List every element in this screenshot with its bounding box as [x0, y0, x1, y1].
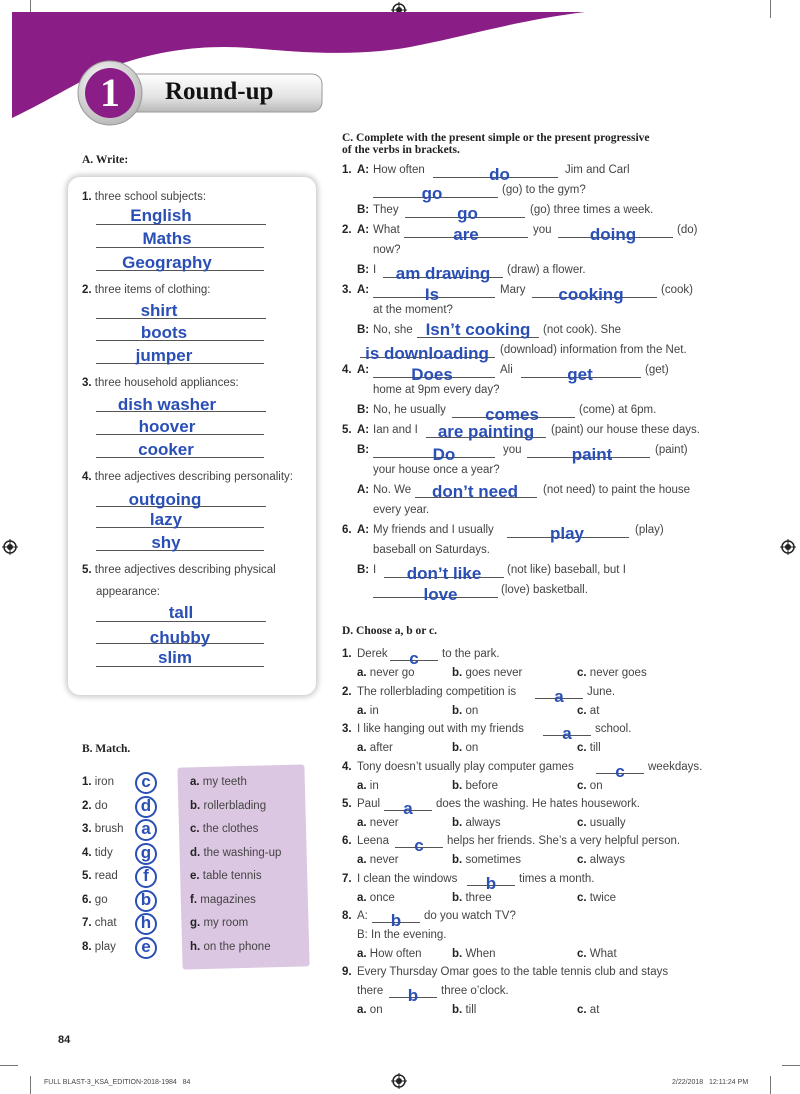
match-option: e. table tennis	[190, 870, 262, 882]
answer-text: don’t need	[432, 482, 518, 501]
speaker-label: B:	[357, 324, 370, 336]
speaker-label: A:	[357, 164, 370, 176]
answer-text: hoover	[138, 417, 196, 436]
prompt: 2. three items of clothing:	[82, 284, 211, 296]
speaker-label: B:	[357, 404, 370, 416]
crop-mark	[30, 1076, 31, 1094]
answer-text: tall	[168, 603, 194, 622]
exercise-text: (play)	[635, 524, 664, 536]
question-text: Every Thursday Omar goes to the table tennis club and stays	[357, 966, 669, 978]
question-text: do you watch TV?	[424, 910, 516, 922]
exercise-text: I	[373, 264, 377, 276]
item-number: 6.	[342, 524, 352, 536]
question-text: to the park.	[442, 648, 500, 660]
answer-text: cooker	[138, 440, 194, 459]
answer-text: lazy	[149, 510, 183, 529]
print-file-info: FULL BLAST-3_KSA_EDITION-2018-1984 84	[44, 1079, 191, 1086]
match-panel	[177, 764, 309, 969]
question-text: June.	[587, 686, 616, 698]
match-item: 5. read	[82, 870, 118, 882]
option: b. on	[452, 742, 479, 754]
page-number: 84	[58, 1034, 71, 1046]
match-answer: g	[140, 842, 152, 862]
item-number: 3.	[342, 284, 352, 296]
answer-text: Maths	[142, 229, 192, 248]
print-date: 2/22/2018 12:11:24 PM	[672, 1079, 749, 1086]
exercise-text: (come) at 6pm.	[579, 404, 657, 416]
answer-text: c	[409, 649, 419, 668]
exercise-text: (not like) baseball, but I	[507, 564, 626, 576]
match-option: c. the clothes	[190, 823, 259, 835]
item-number: 7.	[342, 873, 352, 885]
exercise-text: your house once a year?	[373, 464, 500, 476]
speaker-label: A:	[357, 484, 370, 496]
section-d-title: D. Choose a, b or c.	[342, 625, 437, 637]
exercise-text: (love) basketball.	[501, 584, 588, 596]
question-text: does the washing. He hates housework.	[436, 798, 640, 810]
exercise-text: home at 9pm every day?	[373, 384, 500, 396]
option: c. What	[577, 948, 617, 960]
option: c. always	[577, 854, 625, 866]
option: c. never goes	[577, 667, 647, 679]
answer-text: outgoing	[128, 490, 202, 509]
exercise-text: (draw) a flower.	[507, 264, 586, 276]
match-item: 4. tidy	[82, 846, 113, 859]
answer-text: is downloading	[365, 344, 489, 363]
option: c. on	[577, 780, 603, 792]
option: a. once	[357, 892, 395, 904]
exercise-text: you	[503, 444, 522, 456]
answer-text: paint	[571, 445, 613, 464]
answer-text: c	[414, 836, 424, 855]
prompt: 4. three adjectives describing personality:	[82, 471, 293, 483]
exercise-text: How often	[373, 164, 425, 176]
exercise-text: you	[533, 224, 552, 236]
answer-text: b	[485, 874, 497, 893]
question-text: I like hanging out with my friends	[357, 723, 524, 735]
item-number: 4.	[342, 761, 352, 773]
option: c. till	[577, 742, 601, 754]
option: c. twice	[577, 892, 616, 904]
answer-text: doing	[589, 225, 637, 244]
prompt: 5. three adjectives describing physical	[82, 564, 276, 576]
option: c. at	[577, 705, 600, 717]
answer-text: go	[457, 204, 478, 223]
exercise-text: Ian and I	[373, 424, 418, 436]
answer-text: love	[423, 585, 458, 604]
match-option: b. rollerblading	[190, 799, 267, 812]
option: b. three	[452, 892, 492, 904]
exercise-text: No, she	[373, 324, 413, 336]
answer-text: Is	[424, 285, 440, 304]
option: a. How often	[357, 948, 422, 960]
answer-text: c	[615, 762, 625, 781]
section-c-title-line2: of the verbs in brackets.	[342, 144, 460, 156]
exercise-text: (paint) our house these days.	[551, 424, 700, 436]
match-option: a. my teeth	[190, 776, 247, 788]
answer-text: shy	[151, 533, 181, 552]
question-text: Leena	[357, 835, 389, 847]
item-number: 9.	[342, 966, 352, 978]
exercise-text: (go) to the gym?	[502, 184, 586, 196]
answer-text: dish washer	[117, 395, 217, 414]
match-option: f. magazines	[190, 893, 256, 906]
speaker-label: A:	[357, 424, 370, 436]
section-a-title: A. Write:	[82, 154, 129, 166]
exercise-text: (cook)	[661, 284, 693, 296]
question-text: The rollerblading competition is	[357, 686, 517, 698]
option: c. at	[577, 1004, 600, 1016]
registration-mark-icon	[391, 1073, 407, 1089]
exercise-text: No. We	[373, 484, 412, 496]
exercise-text: now?	[373, 244, 401, 256]
answer-text: English	[130, 206, 192, 225]
option: b. on	[452, 705, 479, 717]
option: a. never	[357, 817, 399, 829]
speaker-label: B:	[357, 564, 370, 576]
exercise-text: What	[373, 224, 400, 236]
option: b. goes never	[452, 667, 523, 679]
option: b. before	[452, 780, 499, 792]
exercise-text: (get)	[645, 364, 669, 376]
answer-text: do	[489, 165, 510, 184]
item-number: 1.	[342, 648, 352, 660]
answer-text: slim	[157, 648, 193, 667]
option: a. on	[357, 1004, 383, 1016]
speaker-label: B:	[357, 204, 370, 216]
header-banner	[0, 0, 800, 140]
option: a. after	[357, 742, 393, 754]
question-text: I clean the windows	[357, 873, 458, 885]
item-number: 5.	[342, 798, 352, 810]
exercise-text: baseball on Saturdays.	[373, 544, 490, 556]
page-title: Round-up	[165, 78, 274, 105]
exercise-text: every year.	[373, 504, 430, 516]
option: a. never go	[357, 667, 415, 679]
answer-text: a	[554, 687, 564, 706]
crop-mark	[770, 1076, 771, 1094]
match-item: 8. play	[82, 940, 116, 953]
match-answer: b	[140, 889, 152, 909]
question-text: school.	[595, 723, 632, 735]
exercise-text: Jim and Carl	[565, 164, 630, 176]
match-answer: e	[141, 936, 151, 956]
question-text: A:	[357, 910, 368, 922]
exercise-text: No, he usually	[373, 404, 446, 416]
answer-text: are	[453, 225, 479, 244]
match-answer: h	[140, 913, 152, 932]
question-text: B: In the evening.	[357, 929, 447, 941]
item-number: 1.	[342, 164, 352, 176]
registration-mark-icon	[780, 539, 796, 555]
item-number: 2.	[342, 686, 352, 698]
answer-text: b	[407, 986, 419, 1005]
option: c. usually	[577, 817, 626, 829]
item-number: 5.	[342, 424, 352, 436]
question-text: weekdays.	[648, 761, 703, 773]
exercise-text: at the moment?	[373, 304, 453, 316]
speaker-label: A:	[357, 364, 370, 376]
answer-text: get	[567, 365, 593, 384]
answer-text: go	[421, 184, 443, 203]
match-item: 1. iron	[82, 776, 114, 788]
item-number: 3.	[342, 723, 352, 735]
option: b. When	[452, 948, 496, 960]
section-b-title: B. Match.	[82, 743, 131, 755]
exercise-text: (not cook). She	[543, 324, 621, 336]
answer-text: don’t like	[406, 564, 482, 583]
answer-text: are painting	[437, 422, 535, 441]
section-c-title: C. Complete with the present simple or the present progressive	[342, 132, 650, 144]
prompt: 1. three school subjects:	[82, 191, 207, 203]
answer-text: shirt	[140, 301, 178, 320]
speaker-label: B:	[357, 264, 370, 276]
answer-text: comes	[485, 405, 539, 424]
registration-mark-icon	[2, 539, 18, 555]
speaker-label: B:	[357, 444, 370, 456]
exercise-text: (go) three times a week.	[530, 204, 654, 216]
answer-text: play	[549, 524, 585, 543]
answer-text: b	[390, 911, 402, 930]
match-answer: a	[141, 819, 151, 838]
match-option: g. my room	[190, 917, 249, 929]
answer-text: Geography	[122, 253, 212, 272]
question-text: Derek	[357, 648, 388, 660]
question-text: helps her friends. She’s a very helpful person.	[447, 835, 681, 847]
answer-text: a	[403, 799, 413, 818]
item-number: 6.	[342, 835, 352, 847]
answer-text: Isn’t cooking	[425, 320, 531, 339]
crop-mark	[782, 1065, 800, 1066]
option: a. in	[357, 780, 379, 792]
answer-text: a	[562, 724, 572, 743]
answer-text: chubby	[149, 628, 211, 647]
question-text: Paul	[357, 798, 381, 810]
answer-text: am drawing	[395, 264, 491, 283]
exercise-text: (paint)	[655, 444, 688, 456]
match-item: 3. brush	[82, 823, 124, 835]
match-answer: f	[143, 866, 149, 885]
speaker-label: A:	[357, 224, 370, 236]
exercise-text: Ali	[500, 364, 513, 376]
exercise-text: They	[373, 204, 399, 216]
crop-mark	[0, 1065, 18, 1066]
answer-text: Does	[411, 365, 453, 384]
option: a. never	[357, 854, 399, 866]
question-text: there	[357, 985, 384, 997]
match-answer: c	[141, 772, 151, 791]
answer-text: Do	[432, 445, 456, 464]
prompt-continued: appearance:	[96, 586, 160, 598]
option: b. always	[452, 817, 501, 829]
question-text: Tony doesn’t usually play computer games	[357, 761, 574, 773]
match-item: 2. do	[82, 799, 108, 812]
match-item: 7. chat	[82, 917, 117, 929]
option: a. in	[357, 705, 379, 717]
answer-text: boots	[140, 323, 188, 342]
exercise-text: Mary	[500, 284, 526, 296]
exercise-text: My friends and I usually	[373, 524, 494, 536]
question-text: three o’clock.	[441, 985, 509, 997]
match-item: 6. go	[82, 893, 108, 906]
item-number: 2.	[342, 224, 352, 236]
exercise-text: (not need) to paint the house	[543, 484, 691, 496]
item-number: 4.	[342, 364, 352, 376]
answer-text: jumper	[135, 346, 193, 365]
option: b. sometimes	[452, 854, 522, 866]
match-answer: d	[140, 795, 152, 815]
exercise-text: I	[373, 564, 377, 576]
speaker-label: A:	[357, 284, 370, 296]
match-option: h. on the phone	[190, 940, 271, 953]
prompt: 3. three household appliances:	[82, 377, 239, 389]
match-option: d. the washing-up	[190, 846, 282, 859]
exercise-text: (download) information from the Net.	[500, 344, 687, 356]
option: b. till	[452, 1004, 477, 1016]
exercise-text: (do)	[677, 224, 698, 236]
item-number: 8.	[342, 910, 352, 922]
question-text: times a month.	[519, 873, 595, 885]
answer-text: cooking	[558, 285, 624, 304]
speaker-label: A:	[357, 524, 370, 536]
unit-number: 1	[100, 70, 120, 115]
